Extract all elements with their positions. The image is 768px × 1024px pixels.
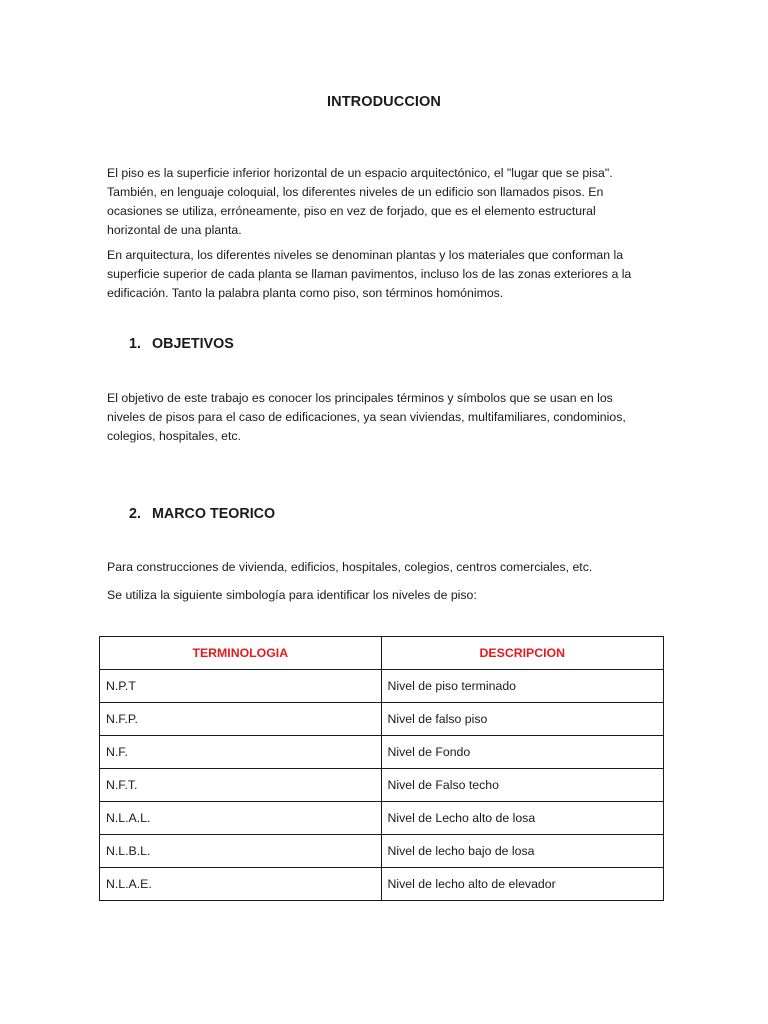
table-row	[100, 835, 664, 868]
section-title: OBJETIVOS	[152, 336, 234, 352]
header-descripcion: DESCRIPCION	[381, 637, 663, 670]
intro-paragraph-2: En arquitectura, los diferentes niveles se denominan plantas y los materiales que conforman la superficie superior de cada planta se llaman pavimentos, incluso los de las zonas exteriores a la edificación. Tanto la palabra planta como piso, son términos homónimos.	[107, 248, 632, 300]
description-cell: Nivel de Lecho alto de losa	[381, 802, 663, 835]
term-cell: N.F.T.	[100, 769, 382, 802]
page-title: INTRODUCCION	[327, 94, 441, 110]
description-cell: Nivel de Falso techo	[381, 769, 663, 802]
marco-paragraph-2: Se utiliza la siguiente simbología para identificar los niveles de piso:	[107, 588, 477, 602]
section-number: 2.	[129, 506, 141, 522]
table-row	[100, 868, 664, 901]
term-cell: N.L.A.E.	[100, 868, 382, 901]
section-title: MARCO TEORICO	[152, 506, 276, 522]
table-header-row	[100, 637, 664, 670]
description-cell: Nivel de lecho alto de elevador	[381, 868, 663, 901]
term-cell: N.F.P.	[100, 703, 382, 736]
description-cell: Nivel de Fondo	[381, 736, 663, 769]
term-cell: N.L.A.L.	[100, 802, 382, 835]
header-terminologia: TERMINOLOGIA	[100, 637, 382, 670]
section-heading-marco-teorico	[129, 506, 275, 522]
marco-paragraph-1: Para construcciones de vivienda, edificios, hospitales, colegios, centros comerciales, etc.	[107, 560, 593, 574]
table-row	[100, 802, 664, 835]
table-row	[100, 769, 664, 802]
terminology-table	[99, 636, 664, 901]
description-cell: Nivel de falso piso	[381, 703, 663, 736]
section-heading-objetivos	[129, 336, 234, 352]
table-row	[100, 670, 664, 703]
term-cell: N.L.B.L.	[100, 835, 382, 868]
section-number: 1.	[129, 336, 141, 352]
description-cell: Nivel de lecho bajo de losa	[381, 835, 663, 868]
objetivos-paragraph: El objetivo de este trabajo es conocer los principales términos y símbolos que se usan en los niveles de pisos para el caso de edificaciones, ya sean viviendas, multifamiliares, condominios, colegios, hospitales, etc.	[107, 391, 626, 443]
table-row	[100, 736, 664, 769]
intro-paragraph-1: El piso es la superficie inferior horizontal de un espacio arquitectónico, el "lugar que se pisa". También, en lenguaje coloquial, los diferentes niveles de un edificio son llamados pisos. En ocasiones se utiliza, erróneamente, piso en vez de forjado, que es el elemento estructural horizontal de una planta.	[107, 166, 613, 237]
description-cell: Nivel de piso terminado	[381, 670, 663, 703]
term-cell: N.P.T	[100, 670, 382, 703]
table-row	[100, 703, 664, 736]
term-cell: N.F.	[100, 736, 382, 769]
